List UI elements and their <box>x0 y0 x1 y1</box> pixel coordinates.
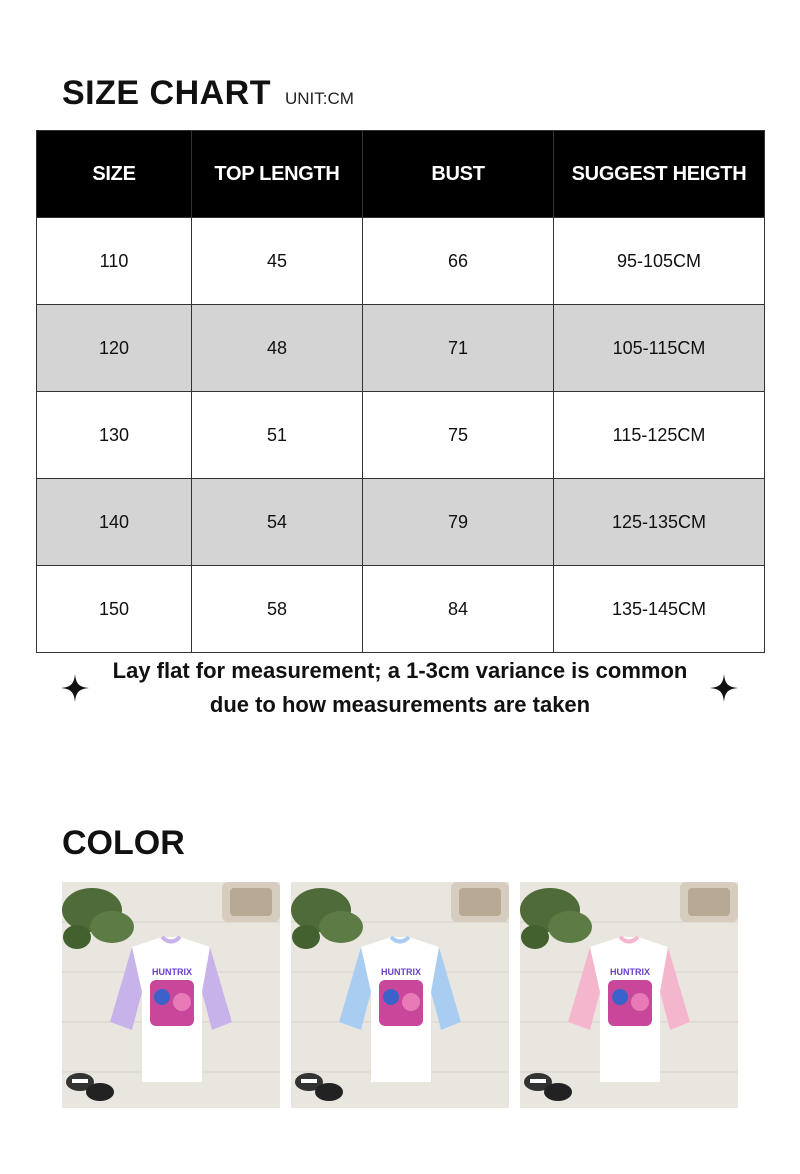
color-section-title: COLOR <box>62 824 185 862</box>
column-header-suggest-height: SUGGEST HEIGTH <box>554 131 765 218</box>
table-row <box>37 218 765 305</box>
cell-size: 130 <box>37 392 192 479</box>
column-header-bust: BUST <box>363 131 554 218</box>
note-line-2: due to how measurements are taken <box>209 692 591 717</box>
shirt-print-text: HUNTRIX <box>610 967 650 977</box>
cell-top-length: 51 <box>192 392 363 479</box>
table-row <box>37 566 765 653</box>
size-chart-table <box>36 130 765 653</box>
cell-bust: 75 <box>363 392 554 479</box>
table-row <box>37 392 765 479</box>
unit-label: UNIT:CM <box>285 89 354 108</box>
cell-bust: 66 <box>363 218 554 305</box>
table-row <box>37 305 765 392</box>
cell-suggest-height: 135-145CM <box>554 566 765 653</box>
cell-size: 120 <box>37 305 192 392</box>
measurement-note <box>100 654 700 722</box>
cell-suggest-height: 105-115CM <box>554 305 765 392</box>
cell-top-length: 58 <box>192 566 363 653</box>
cell-top-length: 54 <box>192 479 363 566</box>
cell-size: 140 <box>37 479 192 566</box>
size-chart-header <box>62 74 354 118</box>
cell-size: 150 <box>37 566 192 653</box>
product-photo-purple <box>62 882 280 1108</box>
cell-bust: 84 <box>363 566 554 653</box>
cell-suggest-height: 115-125CM <box>554 392 765 479</box>
cell-top-length: 48 <box>192 305 363 392</box>
sparkle-star-icon <box>60 673 90 703</box>
shirt-print-text: HUNTRIX <box>381 967 421 977</box>
product-photo-blue <box>291 882 509 1108</box>
cell-size: 110 <box>37 218 192 305</box>
cell-bust: 79 <box>363 479 554 566</box>
product-photo-pink <box>520 882 738 1108</box>
table-row <box>37 479 765 566</box>
table-header-row <box>37 131 765 218</box>
page-title: SIZE CHART <box>62 74 271 112</box>
column-header-top-length: TOP LENGTH <box>192 131 363 218</box>
shirt-print-text: HUNTRIX <box>152 967 192 977</box>
cell-top-length: 45 <box>192 218 363 305</box>
sparkle-star-icon <box>709 673 739 703</box>
cell-suggest-height: 95-105CM <box>554 218 765 305</box>
cell-bust: 71 <box>363 305 554 392</box>
note-line-1: Lay flat for measurement; a 1-3cm variance is common <box>112 658 688 683</box>
column-header-size: SIZE <box>37 131 192 218</box>
cell-suggest-height: 125-135CM <box>554 479 765 566</box>
